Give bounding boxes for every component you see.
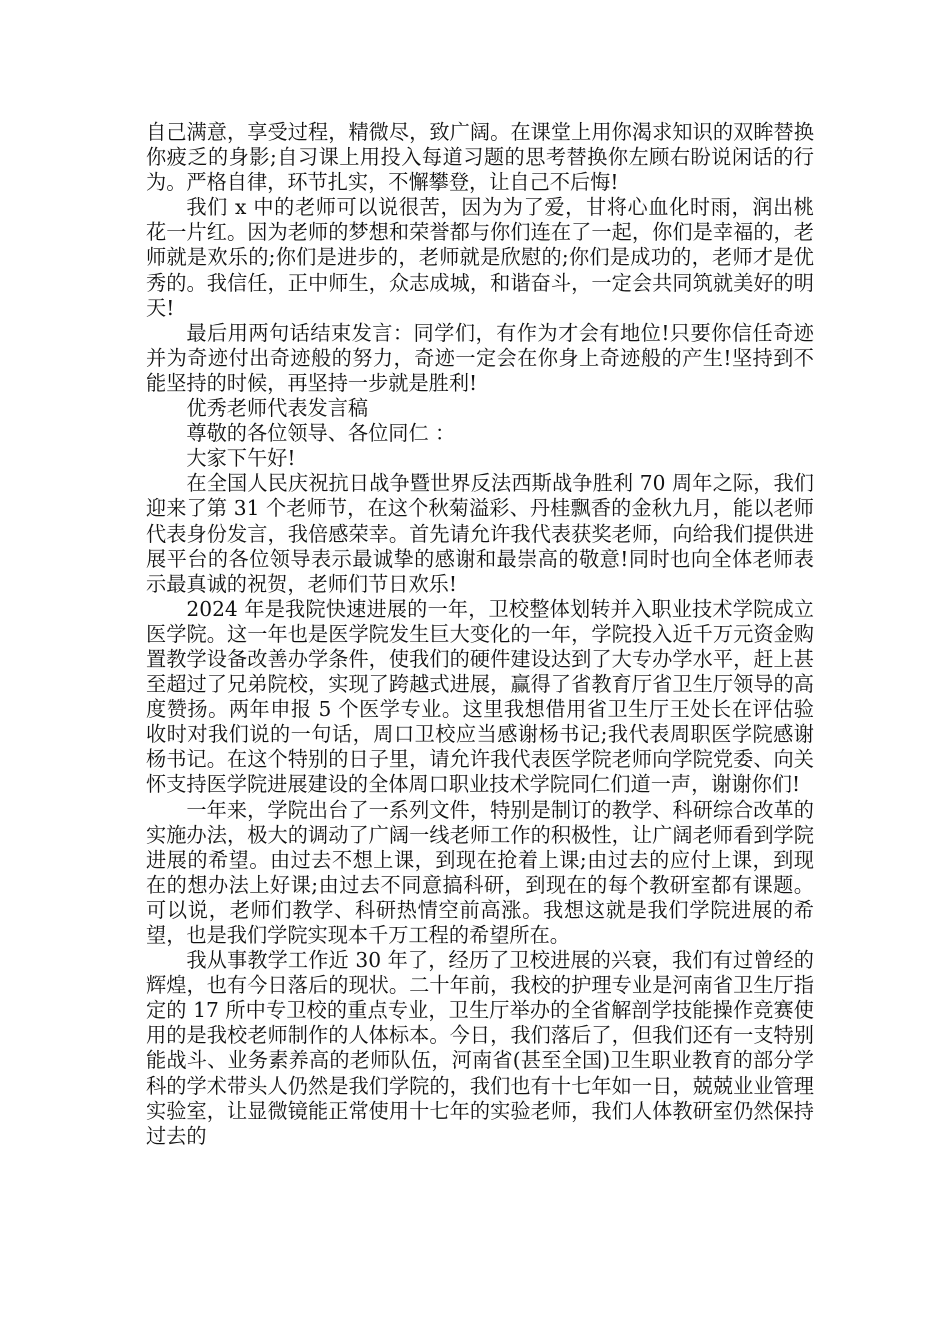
paragraph-10: 我从事教学工作近 30 年了，经历了卫校进展的兴衰，我们有过曾经的辉煌，也有今日落后的现状。二十年前，我校的护理专业是河南省卫生厅指定的 17 所中专卫校的重点专业，卫生厅举办的全省解剖学技能操作竞赛使用的是我校老师制作的人体标本。今日，我们落后了，但我们还有一支特别能战斗、业务素养高的老师队伍，河南省(甚至全国)卫生职业教育的部分学科的学术带头人仍然是我们学院的，我们也有十七年如一日，兢兢业业管理实验室，让显微镜能正常使用十七年的实验老师，我们人体教研室仍然保持过去的 [146,948,814,1148]
paragraph-7: 在全国人民庆祝抗日战争暨世界反法西斯战争胜利 70 周年之际，我们迎来了第 31 个老师节，在这个秋菊溢彩、丹桂飘香的金秋九月，能以老师代表身份发言，我倍感荣幸。首先请允许我代表获奖老师，向给我们提供进展平台的各位领导表示最诚挚的感谢和最崇高的敬意!同时也向全体老师表示最真诚的祝贺，老师们节日欢乐! [146,471,814,596]
paragraph-2: 我们 x 中的老师可以说很苦，因为为了爱，甘将心血化时雨，润出桃花一片红。因为老师的梦想和荣誉都与你们连在了一起，你们是幸福的，老师就是欢乐的;你们是进步的，老师就是欣慰的;你们是成功的，老师才是优秀的。我信任，正中师生，众志成城，和谐奋斗，一定会共同筑就美好的明天! [146,195,814,320]
document-body [146,120,814,1149]
speech-title: 优秀老师代表发言稿 [186,396,369,421]
paragraph-1: 自己满意，享受过程，精微尽，致广阔。在课堂上用你渴求知识的双眸替换你疲乏的身影;自习课上用投入每道习题的思考替换你左顾右盼说闲话的行为。严格自律，环节扎实，不懈攀登，让自己不后悔! [146,120,814,195]
paragraph-8: 2024 年是我院快速进展的一年，卫校整体划转并入职业技术学院成立医学院。这一年也是医学院发生巨大变化的一年，学院投入近千万元资金购置教学设备改善办学条件，使我们的硬件建设达到了大专办学水平，赶上甚至超过了兄弟院校，实现了跨越式进展，赢得了省教育厅省卫生厅领导的高度赞扬。两年申报 5 个医学专业。这里我想借用省卫生厅王处长在评估验收时对我们说的一句话，周口卫校应当感谢杨书记;我代表周职医学院感谢杨书记。在这个特别的日子里，请允许我代表医学院老师向学院党委、向关怀支持医学院进展建设的全体周口职业技术学院同仁们道一声，谢谢你们! [146,596,814,797]
paragraph-9: 一年来，学院出台了一系列文件，特别是制订的教学、科研综合改革的实施办法，极大的调动了广阔一线老师工作的积极性，让广阔老师看到学院进展的希望。由过去不想上课，到现在抢着上课;由过去的应付上课，到现在的想办法上好课;由过去不同意搞科研，到现在的每个教研室都有课题。可以说，老师们教学、科研热情空前高涨。我想这就是我们学院进展的希望，也是我们学院实现本千万工程的希望所在。 [146,797,814,947]
paragraph-3: 最后用两句话结束发言：同学们，有作为才会有地位!只要你信任奇迹并为奇迹付出奇迹般的努力，奇迹一定会在你身上奇迹般的产生!坚持到不能坚持的时候，再坚持一步就是胜利! [146,320,814,395]
salutation: 尊敬的各位领导、各位同仁 ： [186,421,456,446]
greeting: 大家下午好! [186,446,296,471]
